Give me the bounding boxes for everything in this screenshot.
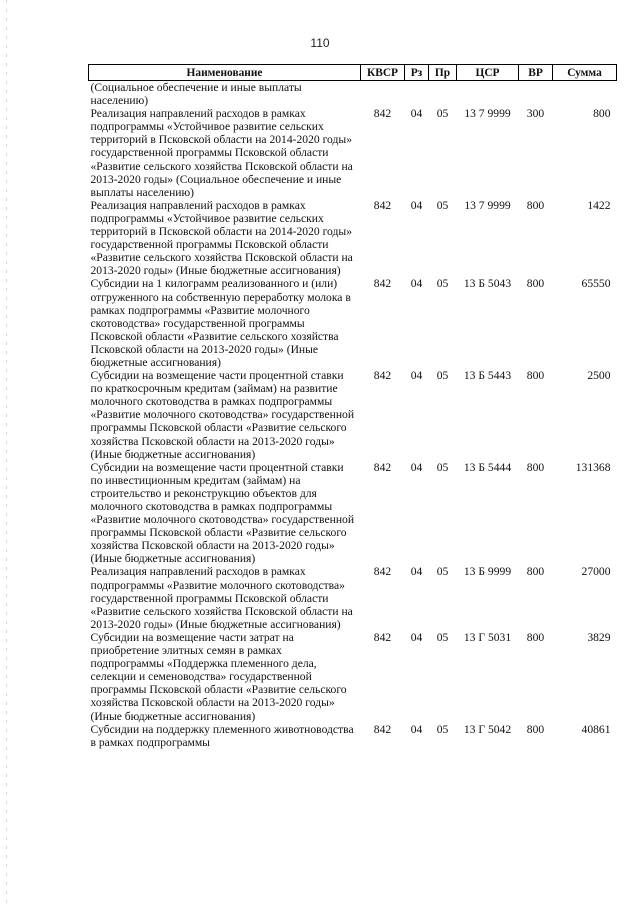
cell-vr: 800 [526, 277, 545, 291]
cell-csr: 13 Б 5444 [463, 460, 512, 474]
cell-sum: 40861 [581, 722, 611, 736]
header-pr: Пр [429, 65, 457, 81]
cell-rz: 04 [410, 369, 423, 383]
table-header [89, 65, 617, 81]
cell-pr: 05 [436, 107, 449, 121]
header-sum: Сумма [553, 65, 617, 81]
cell-csr: 13 7 9999 [464, 107, 511, 121]
cell-pr: 05 [436, 460, 449, 474]
cell-rz: 04 [410, 630, 423, 644]
table-body [89, 81, 617, 749]
cell-name: (Социальное обеспечение и иные выплаты населению) [90, 81, 302, 108]
table-row [89, 723, 617, 749]
cell-csr: 13 Г 5042 [463, 722, 512, 736]
cell-sum: 27000 [581, 565, 611, 579]
cell-rz: 04 [410, 460, 423, 474]
cell-name: Реализация направлений расходов в рамках подпрограммы «Устойчивое развитие сельских территорий в Псковской области на 2014-2020 годы» государственной программы Псковской области «Развитие сельского хозяйства Псковской области на 2013-2020 годы» (Социальное обеспечение и иные выплаты населению) [90, 107, 353, 199]
cell-name: Субсидии на возмещение части процентной ставки по краткосрочным кредитам (займам) на развитие молочного скотоводства в рамках подпрограммы «Развитие молочного скотоводства» государственной программы Псковской области «Развитие сельского хозяйства Псковской области на 2013-2020 годы» (Иные бюджетные ассигнования) [90, 369, 355, 461]
cell-csr: 13 Б 5043 [463, 277, 512, 291]
cell-csr: 13 Б 5443 [463, 369, 512, 383]
cell-vr: 800 [526, 722, 545, 736]
cell-rz: 04 [410, 722, 423, 736]
cell-rz: 04 [410, 198, 423, 212]
header-vr: ВР [519, 65, 553, 81]
cell-pr: 05 [436, 722, 449, 736]
cell-pr: 05 [436, 565, 449, 579]
cell-vr: 800 [526, 369, 545, 383]
header-rz: Рз [405, 65, 429, 81]
cell-sum: 3829 [587, 630, 611, 644]
cell-csr: 13 7 9999 [464, 198, 511, 212]
header-name: Наименование [89, 65, 361, 81]
cell-rz: 04 [410, 565, 423, 579]
table-row [89, 277, 617, 369]
cell-pr: 05 [436, 630, 449, 644]
cell-kvsr: 842 [373, 277, 392, 291]
cell-sum [553, 81, 617, 108]
cell-kvsr: 842 [373, 107, 392, 121]
cell-vr: 800 [526, 565, 545, 579]
header-kvsr: КВСР [361, 65, 405, 81]
table-row [89, 631, 617, 723]
cell-rz [405, 81, 429, 108]
cell-vr: 300 [526, 107, 545, 121]
cell-csr: 13 Б 9999 [463, 565, 512, 579]
cell-kvsr: 842 [373, 722, 392, 736]
cell-rz: 04 [410, 107, 423, 121]
cell-sum: 1422 [587, 198, 611, 212]
cell-pr: 05 [436, 198, 449, 212]
cell-vr [519, 81, 553, 108]
cell-kvsr: 842 [373, 198, 392, 212]
cell-kvsr: 842 [373, 565, 392, 579]
cell-vr: 800 [526, 460, 545, 474]
cell-sum: 131368 [575, 460, 611, 474]
cell-kvsr [361, 81, 405, 108]
table-row [89, 461, 617, 566]
table-row [89, 107, 617, 199]
budget-table [88, 64, 617, 749]
cell-pr: 05 [436, 369, 449, 383]
page-number: 110 [310, 36, 330, 50]
cell-kvsr: 842 [373, 460, 392, 474]
table-row [89, 199, 617, 278]
cell-sum: 800 [593, 107, 611, 121]
cell-name: Субсидии на 1 килограмм реализованного и (или) отгруженного на собственную переработку молока в рамках подпрограммы «Развитие молочного скотоводства» государственной программы Псковской области «Развитие сельского хозяйства Псковской области на 2013-2020 годы» (Иные бюджетные ассигнования) [90, 277, 351, 369]
scan-edge-artifact [6, 0, 7, 905]
cell-sum: 65550 [581, 277, 611, 291]
table-row [89, 369, 617, 461]
cell-name: Субсидии на поддержку племенного животноводства в рамках подпрограммы [90, 722, 354, 749]
cell-csr: 13 Г 5031 [463, 630, 512, 644]
cell-name: Субсидии на возмещение части затрат на приобретение элитных семян в рамках подпрограммы «Поддержка племенного дела, селекции и семеноводства» государственной программы Псковской области «Развитие сельского хозяйства Псковской области на 2013-2020 годы» (Иные бюджетные ассигнования) [90, 630, 347, 723]
cell-kvsr: 842 [373, 630, 392, 644]
table-row [89, 565, 617, 630]
cell-name: Реализация направлений расходов в рамках подпрограммы «Устойчивое развитие сельских территорий в Псковской области на 2014-2020 годы» государственной программы Псковской области «Развитие сельского хозяйства Псковской области на 2013-2020 годы» (Иные бюджетные ассигнования) [90, 198, 353, 278]
cell-sum: 2500 [587, 369, 611, 383]
cell-name: Субсидии на возмещение части процентной ставки по инвестиционным кредитам (займам) на строительство и реконструкцию объектов для молочного скотоводства в рамках подпрограммы «Развитие молочного скотоводства» государственной программы Псковской области «Развитие сельского хозяйства Псковской области на 2013-2020 годы» (Иные бюджетные ассигнования) [90, 460, 355, 566]
cell-csr [457, 81, 519, 108]
cell-vr: 800 [526, 198, 545, 212]
cell-name: Реализация направлений расходов в рамках подпрограммы «Развитие молочного скотоводства» государственной программы Псковской области «Развитие сельского хозяйства Псковской области на 2013-2020 годы» (Иные бюджетные ассигнования) [90, 565, 353, 631]
table-row [89, 81, 617, 108]
cell-pr: 05 [436, 277, 449, 291]
header-csr: ЦСР [457, 65, 519, 81]
cell-rz: 04 [410, 277, 423, 291]
cell-pr [429, 81, 457, 108]
cell-vr: 800 [526, 630, 545, 644]
cell-kvsr: 842 [373, 369, 392, 383]
